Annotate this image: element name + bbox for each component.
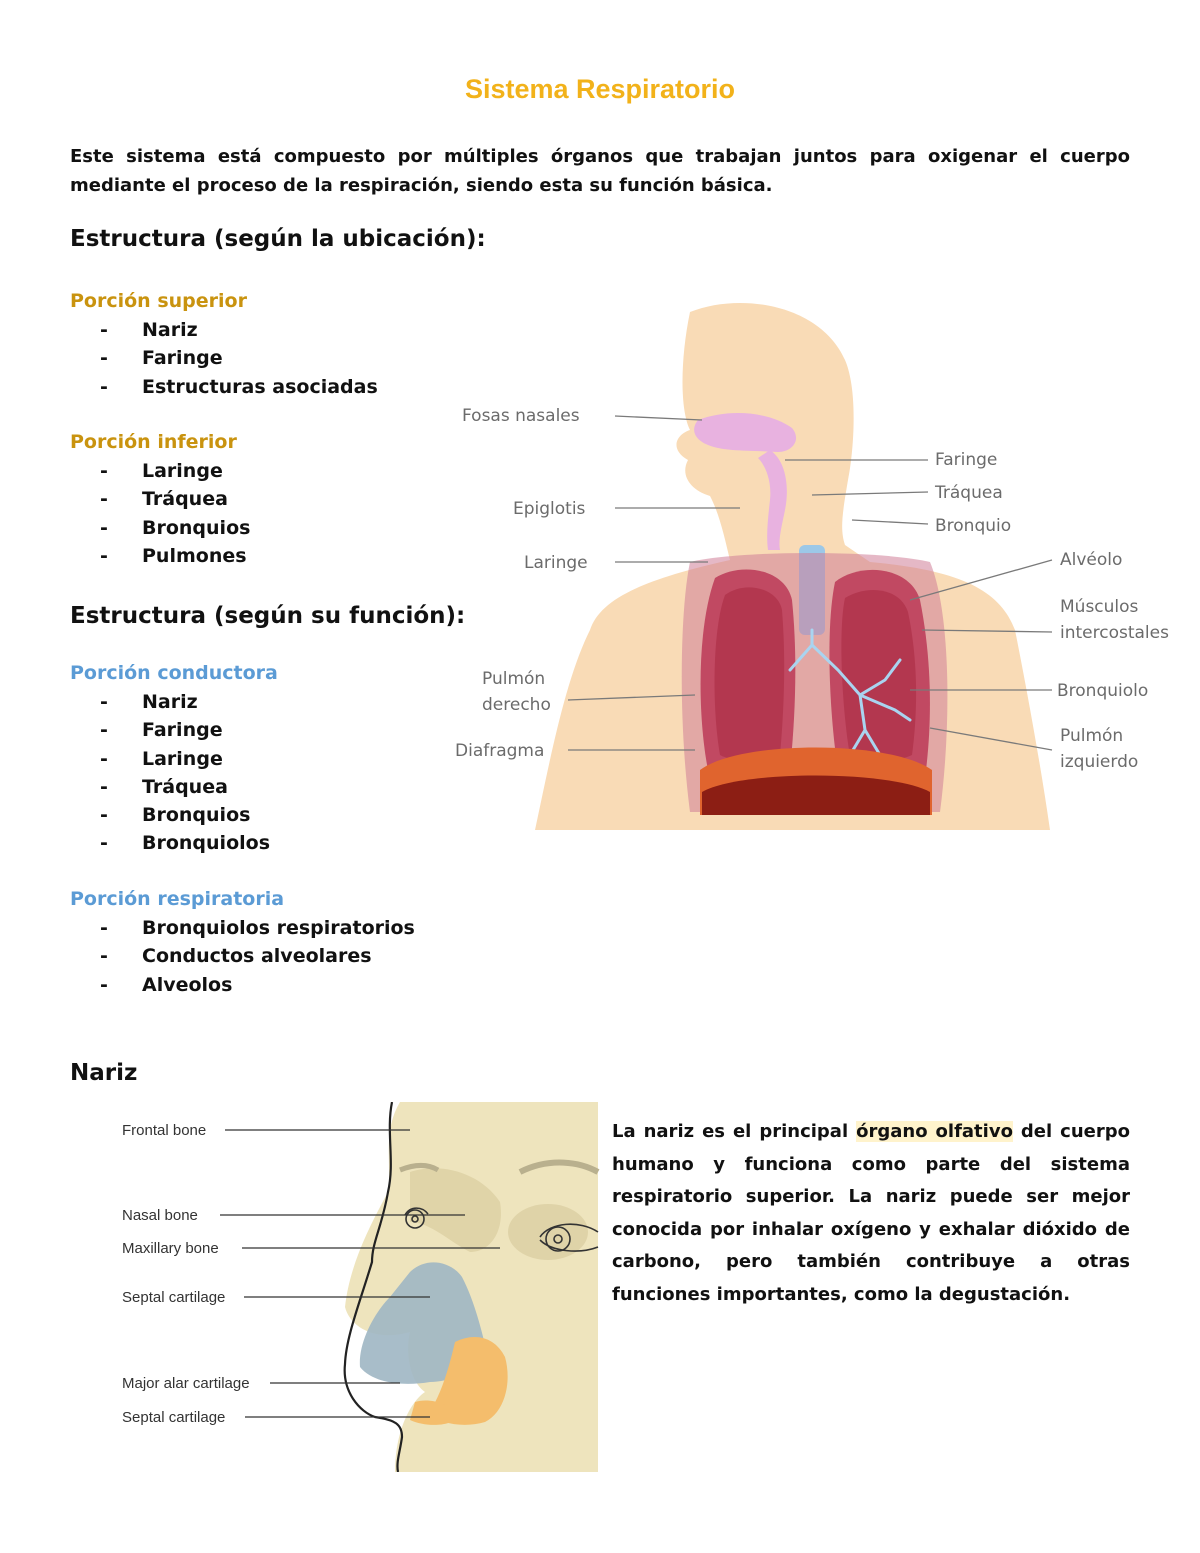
label-alveolo: Alvéolo: [1060, 550, 1123, 570]
label-epiglotis: Epiglotis: [513, 499, 586, 519]
label-pulmon-derecho-1: Pulmón: [482, 669, 546, 689]
label-bronquiolo: Bronquiolo: [1057, 681, 1149, 701]
label-septal-cartilage-2: Septal cartilage: [122, 1409, 226, 1426]
list-item: - Bronquiolos: [100, 832, 270, 855]
list-item: - Laringe: [100, 747, 223, 770]
label-musculos-1: Músculos: [1060, 597, 1139, 617]
list-item: - Laringe: [100, 460, 223, 482]
list-item: - Conductos alveolares: [100, 945, 372, 968]
right-lung-inner: [715, 587, 785, 760]
list-item: - Tráquea: [100, 775, 228, 798]
function-heading: Estructura (según su función):: [70, 603, 466, 629]
list-item: - Nariz: [100, 691, 198, 713]
respiratory-portion-list: [100, 914, 415, 999]
upper-portion-list: [100, 316, 378, 401]
label-musculos-2: intercostales: [1060, 623, 1169, 643]
label-pulmon-derecho-2: derecho: [482, 695, 551, 715]
list-item: - Bronquios: [100, 804, 251, 827]
label-pulmon-izquierdo-2: izquierdo: [1060, 752, 1139, 772]
label-traquea: Tráquea: [935, 483, 1003, 503]
highlight-olfactory-organ: órgano olfativo: [856, 1121, 1013, 1142]
label-bronquio: Bronquio: [935, 516, 1012, 536]
label-fosas-nasales: Fosas nasales: [462, 406, 580, 426]
nose-anatomy-diagram: [110, 1102, 600, 1472]
nose-heading: Nariz: [70, 1060, 138, 1086]
label-maxillary-bone: Maxillary bone: [122, 1240, 219, 1257]
list-item: - Faringe: [100, 347, 223, 370]
label-nasal-bone: Nasal bone: [122, 1207, 198, 1224]
upper-portion-label: Porción superior: [70, 290, 247, 312]
label-major-alar-cartilage: Major alar cartilage: [122, 1375, 250, 1392]
list-item: - Tráquea: [100, 488, 228, 511]
label-pulmon-izquierdo-1: Pulmón: [1060, 726, 1124, 746]
label-laringe: Laringe: [524, 553, 588, 573]
label-diafragma: Diafragma: [455, 741, 545, 761]
respiratory-system-diagram: [440, 300, 1200, 832]
label-frontal-bone: Frontal bone: [122, 1122, 207, 1139]
location-heading: Estructura (según la ubicación):: [70, 226, 486, 252]
conducting-portion-list: [100, 688, 270, 858]
label-septal-cartilage: Septal cartilage: [122, 1289, 226, 1306]
list-item: - Estructuras asociadas: [100, 375, 378, 398]
list-item: - Bronquios: [100, 516, 251, 539]
lower-portion-list: [100, 457, 250, 570]
lower-portion-label: Porción inferior: [70, 431, 237, 453]
list-item: - Nariz: [100, 319, 198, 341]
list-item: - Bronquiolos respiratorios: [100, 917, 415, 939]
nose-description: La nariz es el principal órgano olfativo del cuerpo humano y funciona como parte del sistema respiratorio superior. La nariz puede ser mejor conocida por inhalar oxígeno y exhalar dióxido de carbono, pero también contribuye a otras funciones importantes, como la degustación.: [612, 1121, 1130, 1305]
left-lung-inner: [841, 590, 916, 762]
page-title: Sistema Respiratorio: [464, 74, 736, 104]
conducting-portion-label: Porción conductora: [70, 662, 278, 684]
list-item: - Faringe: [100, 719, 223, 742]
intro-paragraph: Este sistema está compuesto por múltiples órganos que trabajan juntos para oxigenar el cuerpo mediante el proceso de la respiración, siendo esta su función básica.: [70, 146, 1130, 196]
list-item: - Pulmones: [100, 544, 247, 567]
respiratory-portion-label: Porción respiratoria: [70, 888, 285, 910]
label-faringe: Faringe: [935, 450, 998, 470]
list-item: - Alveolos: [100, 973, 233, 996]
